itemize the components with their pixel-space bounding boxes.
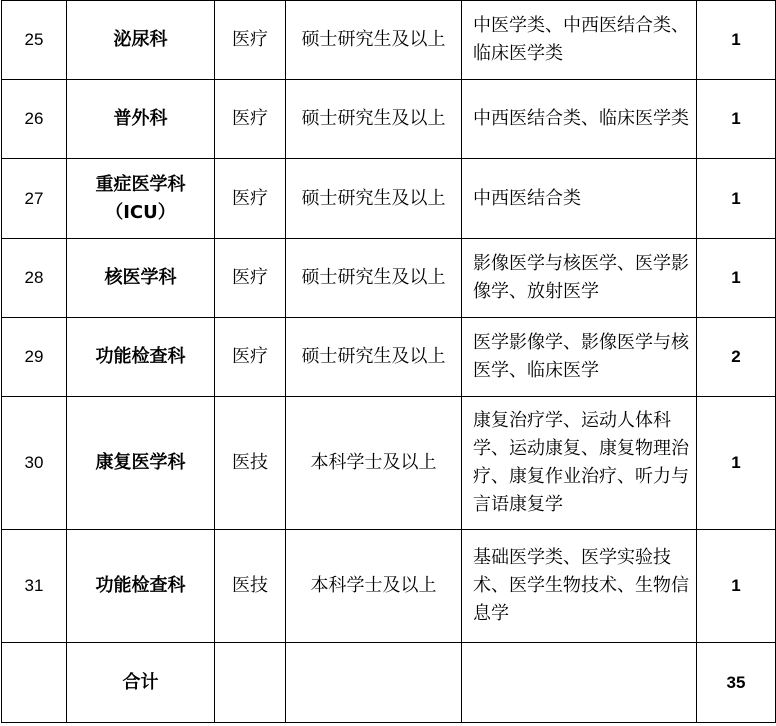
table-row — [2, 80, 776, 159]
total-count: 35 — [697, 643, 776, 723]
education-requirement: 硕士研究生及以上 — [286, 318, 462, 397]
empty-cell — [462, 643, 697, 723]
position-category: 医疗 — [215, 318, 286, 397]
hiring-count: 1 — [697, 159, 776, 239]
row-index: 31 — [2, 530, 67, 643]
education-requirement: 硕士研究生及以上 — [286, 159, 462, 239]
education-requirement: 硕士研究生及以上 — [286, 239, 462, 318]
education-requirement: 本科学士及以上 — [286, 530, 462, 643]
position-category: 医技 — [215, 397, 286, 530]
major-requirement: 中医学类、中西医结合类、临床医学类 — [462, 1, 697, 80]
position-category: 医疗 — [215, 1, 286, 80]
table-row — [2, 239, 776, 318]
department-name: 功能检查科 — [67, 318, 215, 397]
major-requirement: 中西医结合类、临床医学类 — [462, 80, 697, 159]
department-name: 重症医学科（ICU） — [67, 159, 215, 239]
total-label: 合计 — [67, 643, 215, 723]
major-requirement: 影像医学与核医学、医学影像学、放射医学 — [462, 239, 697, 318]
major-requirement: 医学影像学、影像医学与核医学、临床医学 — [462, 318, 697, 397]
hiring-count: 1 — [697, 397, 776, 530]
empty-cell — [215, 643, 286, 723]
row-index: 25 — [2, 1, 67, 80]
position-category: 医技 — [215, 530, 286, 643]
department-name: 泌尿科 — [67, 1, 215, 80]
department-name: 核医学科 — [67, 239, 215, 318]
table-row — [2, 318, 776, 397]
total-row — [2, 643, 776, 723]
table-row — [2, 1, 776, 80]
hiring-count: 1 — [697, 530, 776, 643]
table-row — [2, 159, 776, 239]
row-index: 30 — [2, 397, 67, 530]
hiring-count: 1 — [697, 80, 776, 159]
row-index: 27 — [2, 159, 67, 239]
hiring-count: 1 — [697, 1, 776, 80]
row-index: 28 — [2, 239, 67, 318]
recruitment-table — [1, 0, 776, 723]
education-requirement: 硕士研究生及以上 — [286, 1, 462, 80]
education-requirement: 本科学士及以上 — [286, 397, 462, 530]
table-row — [2, 397, 776, 530]
major-requirement: 康复治疗学、运动人体科学、运动康复、康复物理治疗、康复作业治疗、听力与言语康复学 — [462, 397, 697, 530]
row-index: 26 — [2, 80, 67, 159]
education-requirement: 硕士研究生及以上 — [286, 80, 462, 159]
major-requirement: 中西医结合类 — [462, 159, 697, 239]
row-index: 29 — [2, 318, 67, 397]
position-category: 医疗 — [215, 80, 286, 159]
position-category: 医疗 — [215, 159, 286, 239]
department-name: 功能检查科 — [67, 530, 215, 643]
hiring-count: 2 — [697, 318, 776, 397]
empty-cell — [2, 643, 67, 723]
department-name: 普外科 — [67, 80, 215, 159]
table-row — [2, 530, 776, 643]
major-requirement: 基础医学类、医学实验技术、医学生物技术、生物信息学 — [462, 530, 697, 643]
position-category: 医疗 — [215, 239, 286, 318]
department-name: 康复医学科 — [67, 397, 215, 530]
hiring-count: 1 — [697, 239, 776, 318]
empty-cell — [286, 643, 462, 723]
